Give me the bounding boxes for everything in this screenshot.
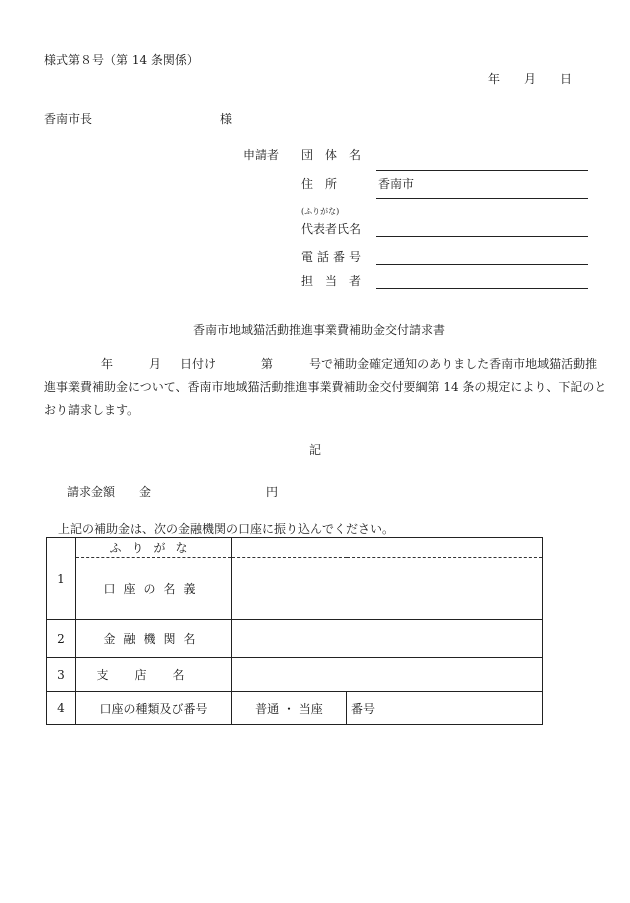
date-month-label: 月 xyxy=(524,72,537,86)
account-number-label: 番号 xyxy=(351,701,376,716)
account-number-cell[interactable] xyxy=(347,692,543,725)
body-month: 月 xyxy=(149,357,162,371)
record-mark: 記 xyxy=(309,443,322,457)
furigana-input[interactable] xyxy=(232,538,543,558)
table-row xyxy=(47,538,543,558)
claim-label: 請求金額 xyxy=(67,485,116,499)
body-number-prefix: 第 xyxy=(261,357,274,371)
representative-label: 代表者氏名 xyxy=(301,222,362,236)
paragraph-line-1 xyxy=(44,353,598,376)
account-type-options[interactable]: 普通 ・ 当座 xyxy=(232,692,347,725)
table-row xyxy=(47,558,543,620)
bank-name-input[interactable] xyxy=(232,620,543,658)
body-year: 年 xyxy=(101,357,114,371)
table-row xyxy=(47,658,543,692)
address-field[interactable] xyxy=(376,198,588,199)
account-type-number-label: 口座の種類及び番号 xyxy=(76,692,232,725)
furigana-note: (ふりがな) xyxy=(301,207,340,216)
branch-name-label: 支店名 xyxy=(76,658,232,692)
account-holder-input[interactable] xyxy=(232,558,543,620)
row-number-4: 4 xyxy=(47,692,76,725)
phone-label: 電話番号 xyxy=(301,250,366,264)
row-number-2: 2 xyxy=(47,620,76,658)
representative-field[interactable] xyxy=(376,236,588,237)
date-day-label: 日 xyxy=(560,72,573,86)
contact-field[interactable] xyxy=(376,288,588,289)
furigana-label: ふりがな xyxy=(76,538,232,558)
group-name-label-text: 団 体 名 xyxy=(301,148,362,162)
table-row xyxy=(47,692,543,725)
applicant-label: 申請者 xyxy=(243,148,280,162)
address-label-text: 住 所 xyxy=(301,177,338,191)
row-number-3: 3 xyxy=(47,658,76,692)
phone-field[interactable] xyxy=(376,264,588,265)
group-name-field[interactable] xyxy=(376,170,588,171)
group-name-label xyxy=(301,146,362,163)
paragraph-line-3: おり請求します。 xyxy=(44,403,140,417)
account-holder-label: 口座の名義 xyxy=(76,558,232,620)
document-title: 香南市地域猫活動推進事業費補助金交付請求書 xyxy=(193,323,446,337)
addressee-honorific: 様 xyxy=(220,112,233,126)
body-date-suffix: 日付け xyxy=(180,357,217,371)
form-number: 様式第８号（第 14 条関係） xyxy=(44,53,199,67)
addressee-mayor: 香南市長 xyxy=(44,112,93,126)
address-label xyxy=(301,175,359,192)
address-value[interactable]: 香南市 xyxy=(378,177,415,191)
request-paragraph xyxy=(44,353,607,422)
row-number-1: 1 xyxy=(47,538,76,620)
transfer-note: 上記の補助金は、次の金融機関の口座に振り込んでください。 xyxy=(58,522,395,536)
branch-name-input[interactable] xyxy=(232,658,543,692)
paragraph-line-2: 進事業費補助金について、香南市地域猫活動推進事業費補助金交付要綱第 14 条の規定により、下記のと xyxy=(44,380,607,394)
bank-name-label: 金融機関名 xyxy=(76,620,232,658)
claim-prefix: 金 xyxy=(139,485,152,499)
contact-label: 担当者 xyxy=(301,274,374,288)
body-line1-rest: 号で補助金確定通知のありました香南市地域猫活動推 xyxy=(309,357,598,371)
bank-account-table xyxy=(46,537,543,725)
date-year-label: 年 xyxy=(488,72,501,86)
claim-unit: 円 xyxy=(266,485,279,499)
table-row xyxy=(47,620,543,658)
